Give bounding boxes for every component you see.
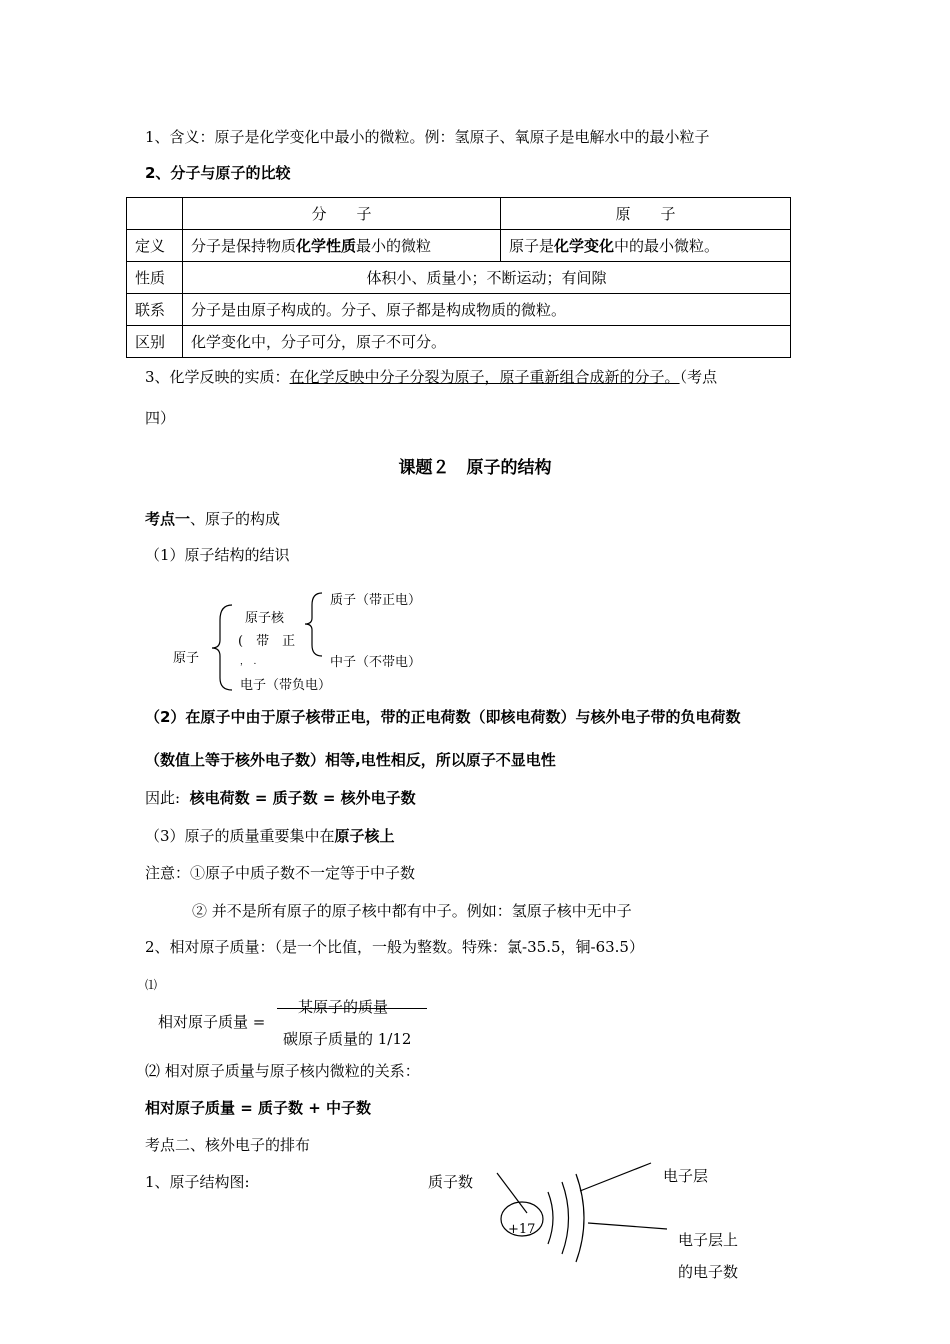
definition-molecule: 分子是保持物质化学性质最小的微粒 <box>183 230 501 262</box>
diagram-neutron: 中子（不带电） <box>330 655 422 670</box>
fraction-bar <box>277 1008 427 1009</box>
row-label: 区别 <box>127 326 183 358</box>
key-point-1: 考点一、原子的构成 <box>145 510 281 528</box>
difference-text: 化学变化中，分子可分，原子不可分。 <box>183 326 791 358</box>
shell-electrons-label-2: 的电子数 <box>678 1263 739 1281</box>
relative-mass-line: 2、相对原子质量：（是一个比值，一般为整数。特殊：氯-35.5，铜-63.5） <box>145 938 644 956</box>
page-title: 课题２ 原子的结构 <box>398 458 552 478</box>
definition-line: 1、含义：原子是化学变化中最小的微粒。例：氢原子、氧原子是电解水中的最小粒子 <box>145 128 710 146</box>
atomic-structure-diagram <box>0 1140 950 1340</box>
reaction-essence-tail: 四） <box>145 409 176 427</box>
therefore-line: 因此: 核电荷数 = 质子数 = 核外电子数 <box>145 789 416 807</box>
paragraph-neutrality-1: （2）在原子中由于原子核带正电，带的正电荷数（即核电荷数）与核外电子带的负电荷数 <box>145 708 741 726</box>
table-header-atom: 原 子 <box>501 198 791 230</box>
diagram-nucleus-note: ( 带 正 <box>238 634 296 649</box>
mass-concentration-line: （3）原子的质量重要集中在原子核上 <box>145 827 395 845</box>
proton-number-label: 质子数 <box>428 1173 474 1191</box>
paragraph-neutrality-2: （数值上等于核外电子数）相等,电性相反，所以原子不显电性 <box>145 751 556 769</box>
diagram-nucleus: 原子核 <box>245 611 285 626</box>
note-1: 注意：①原子中质子数不一定等于中子数 <box>145 864 416 882</box>
key-point-2: 考点二、核外电子的排布 <box>145 1136 311 1154</box>
electron-shell-label: 电子层 <box>663 1167 709 1185</box>
formula-numerator: 某原子的质量 <box>298 998 389 1016</box>
nucleus-charge: +17 <box>508 1222 536 1237</box>
relative-mass-equation: 相对原子质量 = 质子数 + 中子数 <box>145 1099 372 1117</box>
row-label: 定义 <box>127 230 183 262</box>
structure-diagram-label: 1、原子结构图: <box>145 1173 250 1191</box>
diagram-proton: 质子（带正电） <box>330 593 422 608</box>
relation-text: 分子是由原子构成的。分子、原子都是构成物质的微粒。 <box>183 294 791 326</box>
definition-atom: 原子是化学变化中的最小微粒。 <box>501 230 791 262</box>
section-heading-comparison: 2、分子与原子的比较 <box>145 164 291 182</box>
subheading-atom-structure: （1）原子结构的结识 <box>145 546 290 564</box>
shell-electrons-label-1: 电子层上 <box>678 1231 739 1249</box>
diagram-nucleus-note-2: ， . <box>240 657 257 667</box>
reaction-essence-line: 3、化学反映的实质：在化学反映中分子分裂为原子，原子重新组合成新的分子。（考点 <box>145 368 718 386</box>
note-2: ② 并不是所有原子的原子核中都有中子。例如：氢原子核中无中子 <box>192 902 632 920</box>
relation-heading: ⑵ 相对原子质量与原子核内微粒的关系： <box>145 1062 420 1080</box>
row-label: 联系 <box>127 294 183 326</box>
formula-lhs: 相对原子质量 = <box>158 1013 266 1031</box>
formula-denominator: 碳原子质量的 1/12 <box>283 1030 412 1048</box>
diagram-atom: 原子 <box>173 651 200 666</box>
diagram-electron: 电子（带负电） <box>240 678 332 693</box>
row-label: 性质 <box>127 262 183 294</box>
item-marker-1: ⑴ <box>145 978 158 992</box>
table-header-molecule: 分 子 <box>183 198 501 230</box>
property-text: 体积小、质量小；不断运动；有间隙 <box>183 262 791 294</box>
